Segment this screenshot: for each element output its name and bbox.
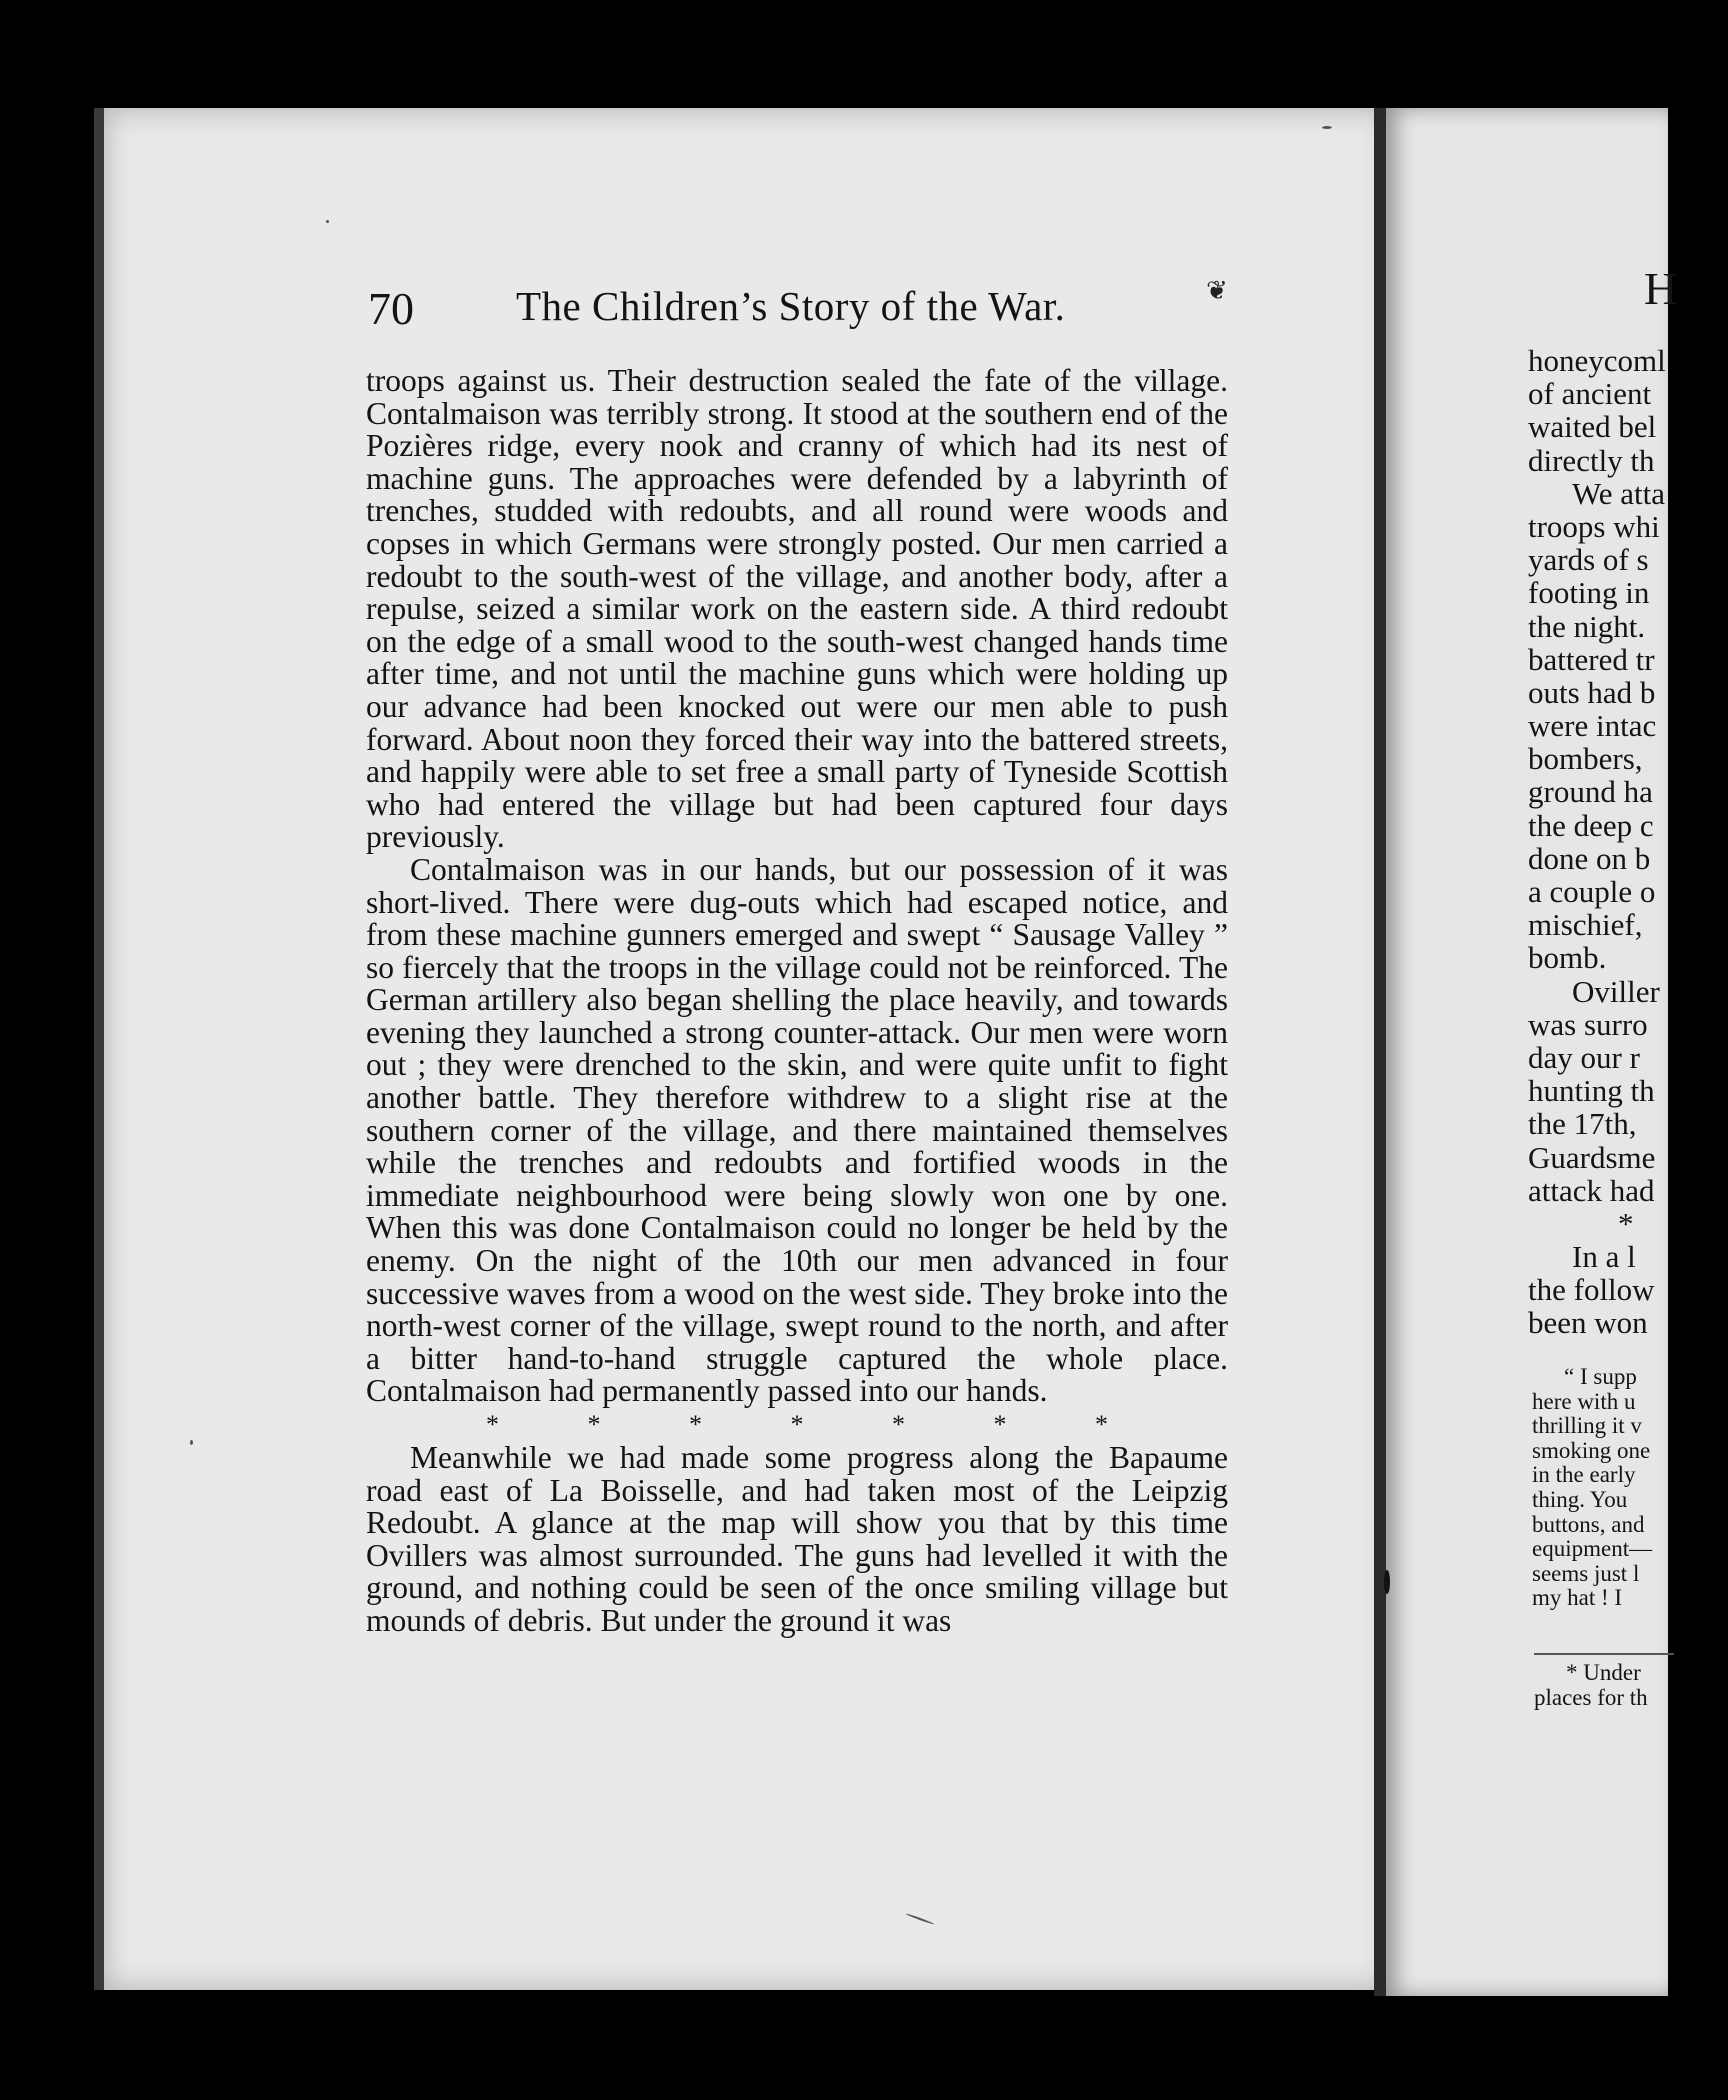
- quote-line: “ I supp: [1564, 1364, 1637, 1389]
- text-line: directly th: [1528, 442, 1655, 478]
- text-line: attack had: [1528, 1172, 1655, 1208]
- scan-speck: [326, 220, 329, 223]
- printer-ornament-icon: ❦: [1206, 276, 1228, 305]
- separator-star: *: [1095, 1410, 1108, 1439]
- quote-line: seems just l: [1532, 1560, 1640, 1586]
- footnote-line: * Under: [1566, 1660, 1641, 1685]
- paragraph-2: Contalmaison was in our hands, but our possession of it was short-lived. There were dug-outs which had escaped notice, and from these machine gunners emerged and swept “ Sausage Valley ” so fiercely that the troops in the village could not be reinforced. The German artillery also began shelling the place heavily, and towards evening they launched a strong counter-attack. Our men were worn out ; they were drenched to the skin, and were quite unfit to fight another battle. They therefore withdrew to a slight rise at the southern corner of the village, and there maintained themselves while the trenches and redoubts and fortified woods in the immediate neighbourhood were being slowly won one by one. When this was done Contalmaison could no longer be held by the enemy. On the night of the 10th our men advanced in four successive waves from a wood on the west side. They broke into the north-west corner of the village, swept round to the north, and after a bitter hand-to-hand struggle captured the whole place. Contalmaison had permanently passed into our hands.: [366, 851, 1228, 1409]
- text-line: Guardsme: [1528, 1139, 1656, 1175]
- text-line: footing in: [1528, 575, 1650, 611]
- separator-star: *: [486, 1410, 499, 1439]
- text-line: day our r: [1528, 1039, 1640, 1075]
- footnote-line: places for th: [1534, 1685, 1648, 1710]
- text-line: battered tr: [1528, 641, 1655, 677]
- text-line: outs had b: [1528, 674, 1656, 710]
- text-line: a couple o: [1528, 874, 1656, 909]
- text-line: honeycoml: [1528, 343, 1666, 378]
- paragraph-1: troops against us. Their destruction sealed the fate of the village. Contalmaison was terribly strong. It stood at the southern end of the Pozières ridge, every nook and cranny of which had its nest of machine guns. The approaches were defended by a labyrinth of trenches, studded with redoubts, and all round were woods and copses in which Germans were strongly posted. Our men carried a redoubt to the south-west of the village, and another body, after a repulse, seized a similar work on the eastern side. A third redoubt on the edge of a small wood to the south-west changed hands time after time, and not until the machine guns which were holding up our advance had been knocked out were our men able to push forward. About noon they forced their way into the battered streets, and happily were able to set free a small party of Tyneside Scottish who had entered the village but had been captured four days previously.: [366, 363, 1228, 855]
- scan-speck: [190, 1440, 193, 1445]
- quote-line: in the early: [1532, 1462, 1636, 1488]
- quote-line: smoking one: [1532, 1437, 1651, 1463]
- text-line: been won: [1528, 1305, 1648, 1341]
- quote-line: buttons, and: [1532, 1511, 1645, 1537]
- text-line: done on b: [1528, 840, 1651, 876]
- text-line: the deep c: [1528, 807, 1654, 843]
- right-page-footnote: [1534, 1660, 1648, 1710]
- text-line: of ancient: [1528, 376, 1652, 412]
- text-line: troops whi: [1528, 508, 1660, 544]
- right-page-heading: H: [1644, 263, 1678, 314]
- text-line: were intac: [1528, 708, 1657, 744]
- quote-line: thrilling it v: [1532, 1413, 1642, 1439]
- text-line: was surro: [1528, 1006, 1648, 1042]
- text-line: bombers,: [1528, 741, 1643, 777]
- separator-star: *: [993, 1410, 1007, 1439]
- section-separator: [366, 1408, 1228, 1442]
- separator-star: *: [1618, 1205, 1634, 1241]
- paragraph-3: Meanwhile we had made some progress along the Bapaume road east of La Boisselle, and had taken most of the Leipzig Redoubt. A glance at the map will show you that by this time Ovillers was almost surrounded. The guns had levelled it with the ground, and nothing could be seen of the once smiling village but mounds of debris. But under the ground it was: [366, 1440, 1228, 1638]
- footnote-rule: [1534, 1653, 1674, 1655]
- separator-star: *: [892, 1410, 905, 1439]
- text-line: mischief,: [1528, 907, 1643, 943]
- quote-line: my hat ! I: [1532, 1585, 1623, 1611]
- quote-line: here with u: [1532, 1388, 1636, 1414]
- text-line: hunting th: [1528, 1073, 1655, 1109]
- scan-speck: [1384, 1570, 1390, 1594]
- text-line: yards of s: [1528, 542, 1649, 578]
- text-line: We atta: [1572, 475, 1666, 511]
- quote-line: thing. You: [1532, 1486, 1628, 1512]
- text-line: bomb.: [1528, 940, 1607, 976]
- scan-speck: [1322, 126, 1332, 129]
- text-line: In a l: [1572, 1239, 1636, 1275]
- right-page-text: [1528, 344, 1728, 1340]
- text-line: the follow: [1528, 1272, 1655, 1308]
- text-line: the night.: [1528, 608, 1646, 644]
- separator-star: *: [689, 1410, 702, 1439]
- left-page-header: [368, 276, 1248, 342]
- separator-star: *: [790, 1410, 804, 1439]
- text-line: ground ha: [1528, 774, 1653, 810]
- text-line: waited bel: [1528, 409, 1657, 445]
- page-number: 70: [368, 283, 414, 334]
- text-line: the 17th,: [1528, 1106, 1637, 1142]
- quote-line: equipment—: [1532, 1536, 1653, 1562]
- separator-star: *: [587, 1410, 601, 1439]
- left-page-body: [366, 365, 1228, 1638]
- running-title: The Children’s Story of the War.: [516, 283, 1066, 329]
- right-page-quote: [1532, 1365, 1652, 1611]
- text-line: Oviller: [1572, 973, 1660, 1009]
